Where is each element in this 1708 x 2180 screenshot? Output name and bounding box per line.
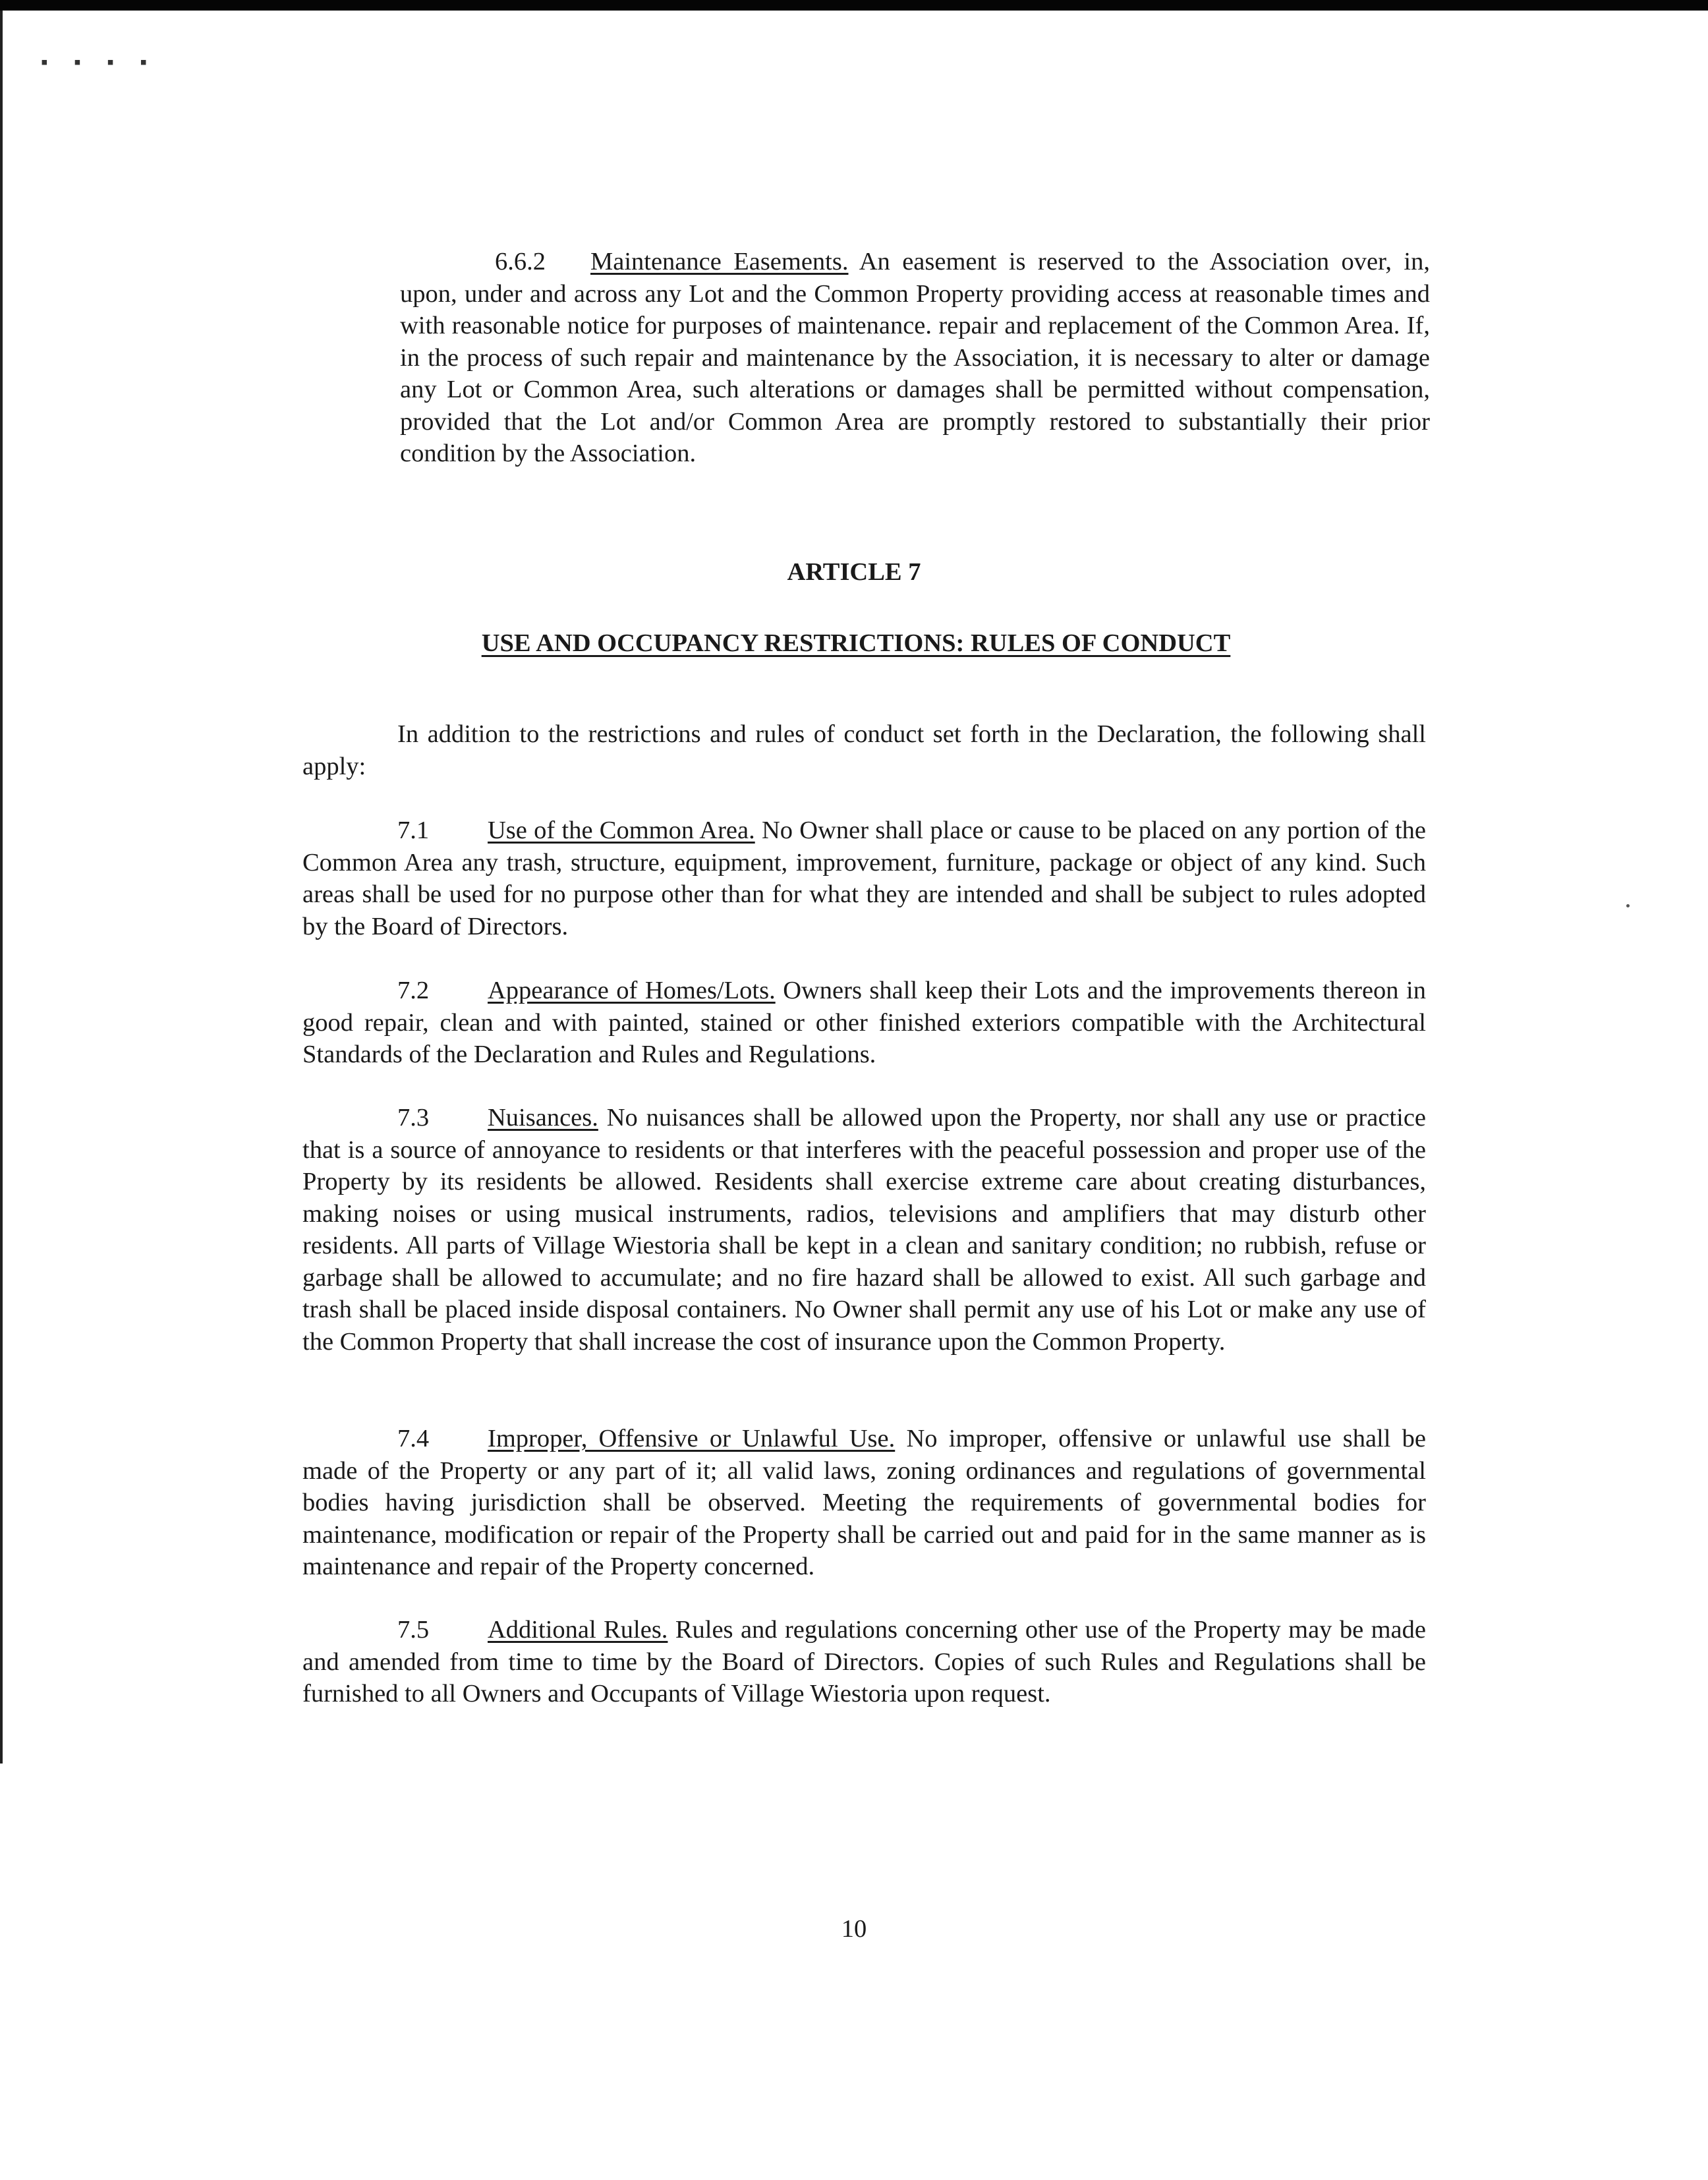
page-number: 10 — [841, 1915, 867, 1943]
article-intro — [302, 718, 1426, 782]
section-body: An easement is reserved to the Association over, in, upon, under and across any Lot and the Common Property providing access at reasonable times and with reasonable notice for purposes of maintenance. repair and replacement of the Common Area. If, in the process of such repair and maintenance by the Association, it is necessary to alter or damage any Lot or Common Area, such alterations or damages shall be permitted without compensation, provided that the Lot and/or Common Area are promptly restored to substantially their prior condition by the Association. — [400, 248, 1430, 467]
section-title: Appearance of Homes/Lots. — [488, 977, 776, 1004]
section-body: No nuisances shall be allowed upon the Property, nor shall any use or practice that is a source of annoyance to residents or that interferes with the peaceful possession and proper use of the Property by its residents be allowed. Residents shall exercise extreme care about creating disturbances, making noises or using musical instruments, radios, televisions and amplifiers that may disturb other residents. All parts of Village Wiestoria shall be kept in a clean and sanitary condition; no rubbish, refuse or garbage shall be allowed to accumulate; and no fire hazard shall be allowed to exist. All such garbage and trash shall be placed inside disposal containers. No Owner shall permit any use of his Lot or make any use of the Common Property that shall increase the cost of insurance upon the Common Property. — [302, 1104, 1426, 1356]
section-number: 7.3 — [397, 1104, 430, 1132]
scan-specks: ▪ ▪ ▪ ▪ — [41, 51, 158, 73]
section-title: Nuisances. — [488, 1104, 598, 1132]
section-7-4 — [302, 1423, 1426, 1583]
section-body: No improper, offensive or unlawful use shall be made of the Property or any part of it; all valid laws, zoning ordinances and regulations of governmental bodies having jurisdiction shall be observed. Meeting the requirements of governmental bodies for maintenance, modification or repair of the Property shall be carried out and paid for in the same manner as is maintenance and repair of the Property concerned. — [302, 1425, 1426, 1580]
section-7-3 — [302, 1102, 1426, 1358]
section-number: 7.4 — [397, 1425, 430, 1452]
section-7-2 — [302, 975, 1426, 1071]
section-7-5 — [302, 1614, 1426, 1710]
section-body: Rules and regulations concerning other use of the Property may be made and amended from time to time by the Board of Directors. Copies of such Rules and Regulations shall be furnished to all Owners and Occupants of Village Wiestoria upon request. — [302, 1616, 1426, 1707]
section-number: 6.6.2 — [495, 248, 546, 275]
section-body: No Owner shall place or cause to be placed on any portion of the Common Area any trash, structure, equipment, improvement, furniture, package or object of any kind. Such areas shall be used for no purpose other than for what they are intended and shall be subject to rules adopted by the Board of Directors. — [302, 817, 1426, 940]
section-number: 7.2 — [397, 977, 430, 1004]
article-heading: ARTICLE 7 — [787, 558, 921, 586]
section-number: 7.1 — [397, 817, 430, 844]
section-title: Maintenance Easements. — [590, 248, 849, 275]
article-title — [0, 629, 1708, 658]
section-title: Use of the Common Area. — [488, 817, 755, 844]
section-body: Owners shall keep their Lots and the improvements thereon in good repair, clean and with painted, stained or other finished exteriors compatible with the Architectural Standards of the Declaration and Rules and Regulations. — [302, 977, 1426, 1068]
scan-left-edge — [0, 11, 3, 1764]
article-title-text: USE AND OCCUPANCY RESTRICTIONS: RULES OF CONDUCT — [481, 629, 1231, 657]
section-6-6-2 — [400, 246, 1430, 470]
section-7-1 — [302, 815, 1426, 942]
article-intro-text: In addition to the restrictions and rules of conduct set forth in the Declaration, the following shall apply: — [302, 720, 1426, 780]
section-number: 7.5 — [397, 1616, 430, 1644]
scan-top-edge — [0, 0, 1708, 11]
margin-speck — [1626, 904, 1630, 907]
section-title: Additional Rules. — [488, 1616, 668, 1644]
section-title: Improper, Offensive or Unlawful Use. — [488, 1425, 896, 1452]
